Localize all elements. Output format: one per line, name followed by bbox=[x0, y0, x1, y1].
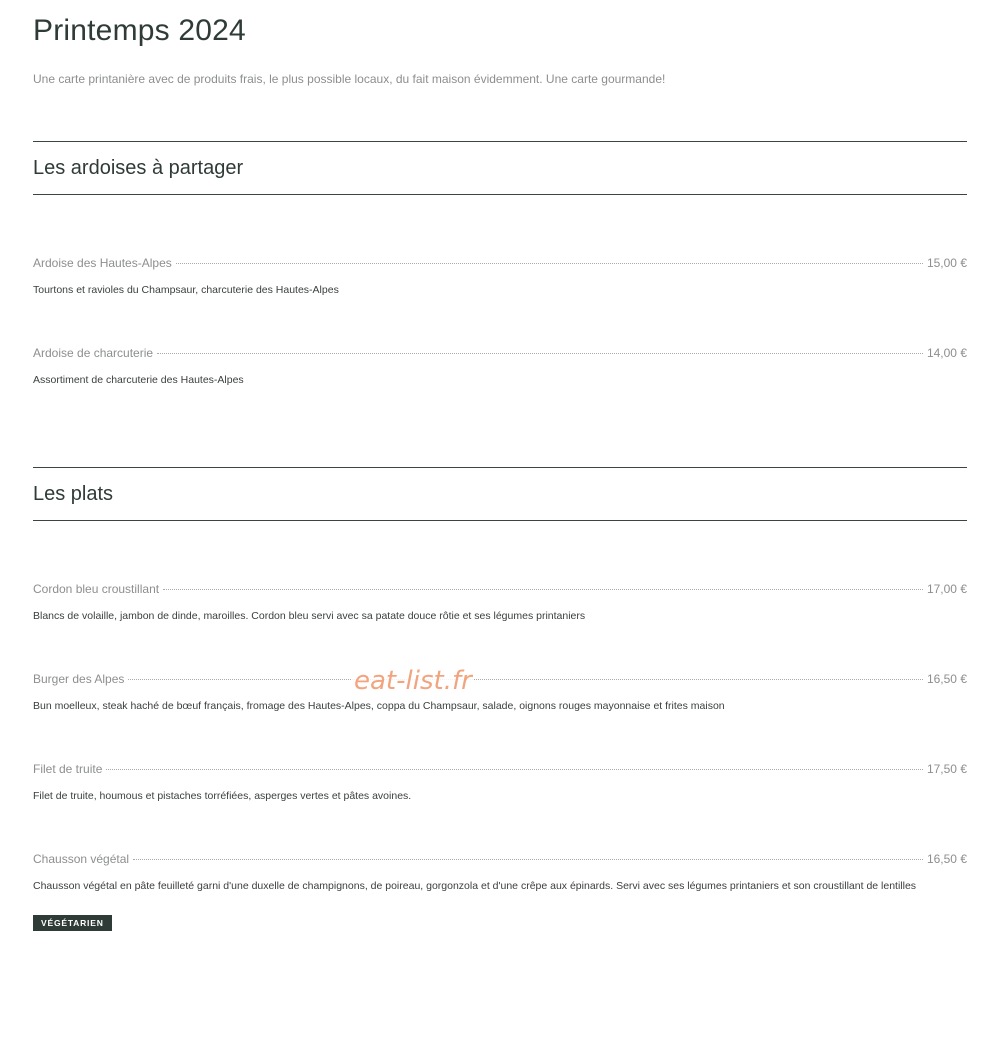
dot-leader bbox=[133, 859, 923, 860]
menu-item bbox=[33, 346, 967, 389]
dot-leader bbox=[157, 353, 923, 354]
menu-item-description: Filet de truite, houmous et pistaches torréfiées, asperges vertes et pâtes avoines. bbox=[33, 790, 412, 802]
menu-item-row bbox=[33, 672, 967, 688]
section-title: Les ardoises à partager bbox=[33, 157, 244, 179]
menu-item-description: Blancs de volaille, jambon de dinde, maroilles. Cordon bleu servi avec sa patate douce rôtie et ses légumes printaniers bbox=[33, 610, 586, 622]
menu-item-price: 16,50 € bbox=[926, 672, 967, 686]
menu-item-row bbox=[33, 852, 967, 868]
menu-item-row bbox=[33, 256, 967, 272]
section-header bbox=[33, 141, 967, 195]
menu-item-price: 17,00 € bbox=[926, 582, 967, 596]
menu-item-row bbox=[33, 582, 967, 598]
menu-item-name: Ardoise de charcuterie bbox=[33, 346, 154, 360]
section-title: Les plats bbox=[33, 483, 114, 505]
dot-leader bbox=[128, 679, 923, 680]
menu-item bbox=[33, 256, 967, 299]
dot-leader bbox=[176, 263, 923, 264]
menu-item-name: Burger des Alpes bbox=[33, 672, 125, 686]
menu-item-description: Bun moelleux, steak haché de bœuf français, fromage des Hautes-Alpes, coppa du Champsaur, salade, oignons rouges mayonnaise et frites maison bbox=[33, 700, 725, 712]
menu-item-name: Ardoise des Hautes-Alpes bbox=[33, 256, 172, 270]
menu-item-price: 16,50 € bbox=[926, 852, 967, 866]
dot-leader bbox=[106, 769, 923, 770]
menu-item-price: 17,50 € bbox=[926, 762, 967, 776]
menu-item-row bbox=[33, 762, 967, 778]
dot-leader bbox=[163, 589, 923, 590]
menu-item-price: 14,00 € bbox=[926, 346, 967, 360]
section-header bbox=[33, 467, 967, 521]
menu-item-row bbox=[33, 346, 967, 362]
section-plats bbox=[33, 467, 967, 521]
page-intro: Une carte printanière avec de produits frais, le plus possible locaux, du fait maison évidemment. Une carte gourmande! bbox=[33, 72, 666, 86]
menu-item-name: Filet de truite bbox=[33, 762, 103, 776]
menu-item-name: Cordon bleu croustillant bbox=[33, 582, 160, 596]
page-title: Printemps 2024 bbox=[33, 14, 246, 47]
menu-item bbox=[33, 582, 967, 625]
menu-item bbox=[33, 762, 967, 805]
menu-item-name: Chausson végétal bbox=[33, 852, 130, 866]
menu-item-description: Tourtons et ravioles du Champsaur, charcuterie des Hautes-Alpes bbox=[33, 284, 339, 296]
section-ardoises bbox=[33, 141, 967, 195]
menu-item-price: 15,00 € bbox=[926, 256, 967, 270]
menu-item bbox=[33, 672, 967, 715]
menu-item-description: Chausson végétal en pâte feuilleté garni d'une duxelle de champignons, de poireau, gorgonzola et d'une crêpe aux épinards. Servi avec ses légumes printaniers et son croustillant de lentilles bbox=[33, 880, 917, 892]
watermark: eat-list.fr bbox=[354, 666, 472, 696]
menu-item-description: Assortiment de charcuterie des Hautes-Alpes bbox=[33, 374, 244, 386]
menu-item bbox=[33, 852, 967, 931]
vegetarian-badge: VÉGÉTARIEN bbox=[33, 915, 112, 931]
